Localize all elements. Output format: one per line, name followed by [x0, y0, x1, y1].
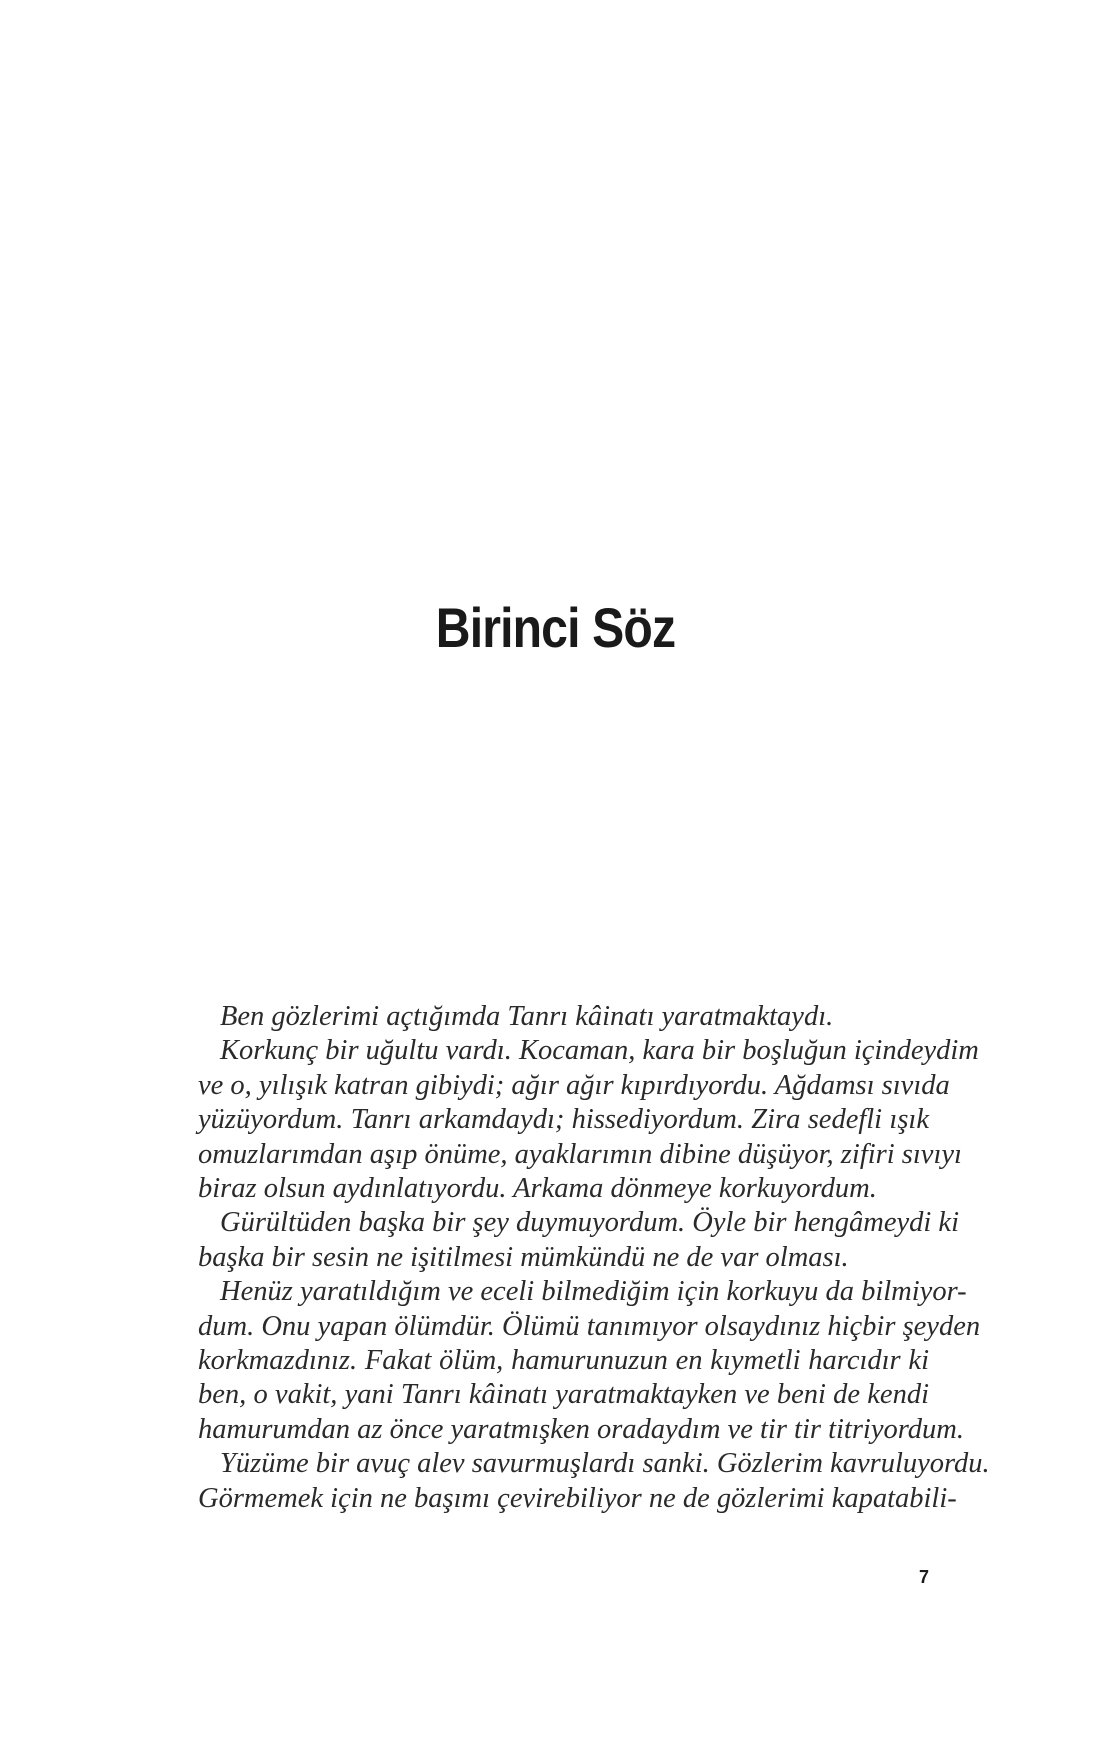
text-line: başka bir sesin ne işitilmesi mümkündü ne de var olması. [198, 1241, 849, 1273]
chapter-title: Birinci Söz [435, 596, 676, 659]
text-line: Görmemek için ne başımı çevirebiliyor ne de gözlerimi kapatabili- [198, 1482, 957, 1514]
text-line: Ben gözlerimi açtığımda Tanrı kâinatı yaratmaktaydı. [220, 1001, 834, 1032]
text-line: korkmazdınız. Fakat ölüm, hamurunuzun en kıymetli harcıdır ki [198, 1345, 929, 1377]
paragraph-3 [176, 1206, 959, 1275]
paragraph-1 [176, 1000, 929, 1034]
text-line: omuzlarımdan aşıp önüme, ayaklarımın dibine düşüyor, zifiri sıvıyı [198, 1138, 962, 1170]
text-line: Henüz yaratıldığım ve eceli bilmediğim için korkuyu da bilmiyor- [220, 1276, 967, 1308]
text-line: biraz olsun aydınlatıyordu. Arkama dönmeye korkuyordum. [198, 1173, 877, 1205]
paragraph-5 [176, 1447, 990, 1516]
text-line: ben, o vakit, yani Tanrı kâinatı yaratmaktayken ve beni de kendi [198, 1379, 929, 1411]
text-line: ve o, yılışık katran gibiydi; ağır ağır kıpırdıyordu. Ağdamsı sıvıda [198, 1069, 950, 1101]
paragraph-2 [176, 1034, 979, 1206]
text-line: hamurumdan az önce yaratmışken oradaydım ve tir tir titriyordum. [198, 1413, 964, 1445]
text-line: Gürültüden başka bir şey duymuyordum. Öyle bir hengâmeydi ki [220, 1207, 959, 1239]
text-line: Korkunç bir uğultu vardı. Kocaman, kara bir boşluğun içindeydim [220, 1035, 979, 1067]
paragraph-4 [176, 1275, 981, 1447]
text-line: dum. Onu yapan ölümdür. Ölümü tanımıyor olsaydınız hiçbir şeyden [198, 1310, 981, 1342]
page-number: 7 [918, 1567, 929, 1587]
body-text [176, 1000, 990, 1516]
text-line: Yüzüme bir avuç alev savurmuşlardı sanki. Gözlerim kavruluyordu. [220, 1448, 990, 1480]
text-line: yüzüyordum. Tanrı arkamdaydı; hissediyordum. Zira sedefli ışık [198, 1104, 929, 1136]
